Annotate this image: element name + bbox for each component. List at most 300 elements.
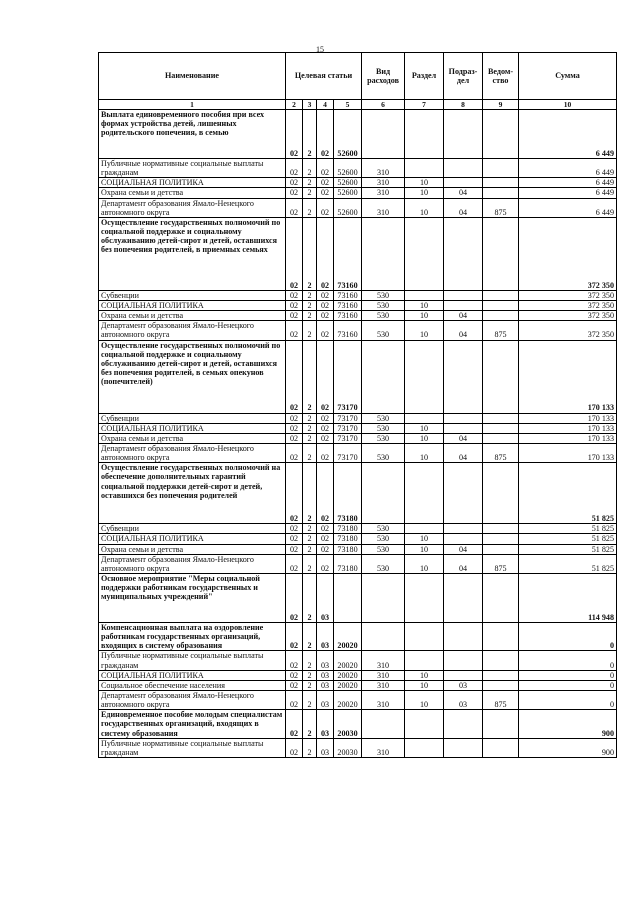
column-number: 4 [317, 100, 334, 110]
amount-value: 6 449 [519, 110, 617, 159]
column-number: 3 [303, 100, 317, 110]
code-program: 02 [286, 680, 303, 690]
subsection-value: 04 [444, 321, 483, 340]
subsection-value: 04 [444, 433, 483, 443]
amount-value: 51 825 [519, 524, 617, 534]
code-subprogram: 2 [303, 463, 317, 524]
code-program: 02 [286, 311, 303, 321]
code-subprogram: 2 [303, 198, 317, 217]
section-value [405, 463, 444, 524]
expense-type-value: 530 [362, 290, 405, 300]
code-direction: 73180 [334, 554, 362, 573]
code-direction: 73160 [334, 290, 362, 300]
subsection-value [444, 178, 483, 188]
column-number: 1 [99, 100, 286, 110]
department-value [483, 159, 519, 178]
expense-type-value: 310 [362, 178, 405, 188]
amount-value: 51 825 [519, 544, 617, 554]
code-program: 02 [286, 217, 303, 290]
row-name: Охрана семьи и детства [99, 311, 286, 321]
code-program: 02 [286, 321, 303, 340]
code-program: 02 [286, 413, 303, 423]
section-value [405, 622, 444, 650]
row-name: СОЦИАЛЬНАЯ ПОЛИТИКА [99, 670, 286, 680]
code-direction: 20020 [334, 690, 362, 709]
table-row [99, 423, 617, 433]
amount-value: 372 350 [519, 300, 617, 310]
subsection-value [444, 413, 483, 423]
expense-type-value: 530 [362, 433, 405, 443]
code-subprogram: 2 [303, 710, 317, 738]
code-subprogram: 2 [303, 738, 317, 757]
code-event: 02 [317, 443, 334, 462]
amount-value: 170 133 [519, 423, 617, 433]
code-subprogram: 2 [303, 680, 317, 690]
table-row [99, 738, 617, 757]
code-subprogram: 2 [303, 443, 317, 462]
section-value [405, 413, 444, 423]
amount-value: 0 [519, 670, 617, 680]
amount-value: 51 825 [519, 554, 617, 573]
subsection-value: 04 [444, 311, 483, 321]
expense-type-value [362, 573, 405, 622]
department-value [483, 217, 519, 290]
code-subprogram: 2 [303, 290, 317, 300]
amount-value: 900 [519, 738, 617, 757]
code-subprogram: 2 [303, 300, 317, 310]
department-value [483, 340, 519, 413]
code-subprogram: 2 [303, 110, 317, 159]
column-number: 2 [286, 100, 303, 110]
section-value: 10 [405, 198, 444, 217]
subsection-value [444, 110, 483, 159]
department-value [483, 738, 519, 757]
code-program: 02 [286, 463, 303, 524]
amount-value: 6 449 [519, 159, 617, 178]
code-event: 03 [317, 622, 334, 650]
subsection-value: 04 [444, 198, 483, 217]
subsection-value: 04 [444, 188, 483, 198]
expense-type-value: 310 [362, 159, 405, 178]
code-program: 02 [286, 534, 303, 544]
row-name: Департамент образования Ямало-Ненецкого автономного округа [99, 690, 286, 709]
code-event: 02 [317, 198, 334, 217]
row-name: Осуществление государственных полномочий на обеспечение дополнительных гарантий социальной поддержки детей-сирот и детей, оставшихся без попечения родителей [99, 463, 286, 524]
expense-type-value: 310 [362, 670, 405, 680]
code-program: 02 [286, 554, 303, 573]
code-program: 02 [286, 188, 303, 198]
column-number-row [99, 100, 617, 110]
code-direction: 73170 [334, 340, 362, 413]
department-value [483, 290, 519, 300]
section-value [405, 524, 444, 534]
header-row [99, 53, 617, 100]
amount-value: 372 350 [519, 217, 617, 290]
code-direction [334, 573, 362, 622]
subsection-value [444, 217, 483, 290]
section-value [405, 290, 444, 300]
row-name: Охрана семьи и детства [99, 433, 286, 443]
department-value [483, 311, 519, 321]
expense-type-value [362, 110, 405, 159]
table-row [99, 690, 617, 709]
department-value [483, 423, 519, 433]
department-value [483, 463, 519, 524]
section-value: 10 [405, 544, 444, 554]
subsection-value [444, 159, 483, 178]
code-event: 02 [317, 433, 334, 443]
department-value [483, 433, 519, 443]
row-name: СОЦИАЛЬНАЯ ПОЛИТИКА [99, 423, 286, 433]
code-subprogram: 2 [303, 690, 317, 709]
code-direction: 73180 [334, 544, 362, 554]
subsection-value [444, 738, 483, 757]
expense-type-value: 530 [362, 300, 405, 310]
code-program: 02 [286, 622, 303, 650]
budget-table [98, 52, 617, 758]
expense-type-value: 530 [362, 554, 405, 573]
code-program: 02 [286, 198, 303, 217]
row-name: Выплата единовременного пособия при всех формах устройства детей, лишенных родительского попечения, в семью [99, 110, 286, 159]
code-event: 02 [317, 463, 334, 524]
department-value [483, 300, 519, 310]
code-event: 02 [317, 534, 334, 544]
row-name: Публичные нормативные социальные выплаты гражданам [99, 651, 286, 670]
table-row [99, 178, 617, 188]
amount-value: 0 [519, 680, 617, 690]
expense-type-value: 530 [362, 534, 405, 544]
code-program: 02 [286, 651, 303, 670]
expense-type-value: 530 [362, 544, 405, 554]
table-row-heading [99, 622, 617, 650]
section-value: 10 [405, 680, 444, 690]
row-name: СОЦИАЛЬНАЯ ПОЛИТИКА [99, 534, 286, 544]
amount-value: 372 350 [519, 321, 617, 340]
page-number: 15 [316, 45, 324, 54]
table-row [99, 534, 617, 544]
table-row-heading [99, 573, 617, 622]
table-row-heading [99, 217, 617, 290]
amount-value: 372 350 [519, 290, 617, 300]
expense-type-value: 530 [362, 321, 405, 340]
code-subprogram: 2 [303, 534, 317, 544]
code-subprogram: 2 [303, 159, 317, 178]
row-name: Осуществление государственных полномочий по социальной поддержке и социальному обслуживанию детей-сирот и детей, оставшихся без попечения родителей, в приемных семьях [99, 217, 286, 290]
table-row-heading [99, 463, 617, 524]
section-value: 10 [405, 311, 444, 321]
expense-type-value: 310 [362, 188, 405, 198]
expense-type-value [362, 463, 405, 524]
subsection-value [444, 290, 483, 300]
header-name: Наименование [99, 53, 286, 100]
code-subprogram: 2 [303, 670, 317, 680]
row-name: Компенсационная выплата на оздоровление работникам государственных организаций, входящих в систему образования [99, 622, 286, 650]
department-value: 875 [483, 198, 519, 217]
code-program: 02 [286, 423, 303, 433]
column-number: 10 [519, 100, 617, 110]
table-row [99, 554, 617, 573]
expense-type-value: 310 [362, 690, 405, 709]
department-value: 875 [483, 554, 519, 573]
expense-type-value [362, 217, 405, 290]
code-program: 02 [286, 300, 303, 310]
section-value [405, 159, 444, 178]
code-event: 02 [317, 290, 334, 300]
code-subprogram: 2 [303, 340, 317, 413]
subsection-value [444, 423, 483, 433]
code-program: 02 [286, 159, 303, 178]
amount-value: 170 133 [519, 340, 617, 413]
department-value [483, 178, 519, 188]
amount-value: 0 [519, 651, 617, 670]
section-value [405, 710, 444, 738]
code-subprogram: 2 [303, 188, 317, 198]
expense-type-value [362, 622, 405, 650]
department-value [483, 622, 519, 650]
subsection-value [444, 573, 483, 622]
department-value [483, 544, 519, 554]
amount-value: 170 133 [519, 413, 617, 423]
code-direction: 73160 [334, 311, 362, 321]
code-subprogram: 2 [303, 413, 317, 423]
table-row [99, 311, 617, 321]
section-value: 10 [405, 554, 444, 573]
code-subprogram: 2 [303, 573, 317, 622]
department-value: 875 [483, 443, 519, 462]
table-row-heading [99, 340, 617, 413]
section-value: 10 [405, 300, 444, 310]
code-program: 02 [286, 573, 303, 622]
expense-type-value: 310 [362, 198, 405, 217]
code-subprogram: 2 [303, 554, 317, 573]
code-direction: 20020 [334, 670, 362, 680]
subsection-value: 04 [444, 554, 483, 573]
subsection-value [444, 463, 483, 524]
expense-type-value: 530 [362, 311, 405, 321]
row-name: Публичные нормативные социальные выплаты гражданам [99, 159, 286, 178]
table-row [99, 680, 617, 690]
code-event: 03 [317, 670, 334, 680]
row-name: Департамент образования Ямало-Ненецкого автономного округа [99, 443, 286, 462]
code-subprogram: 2 [303, 622, 317, 650]
code-direction: 73160 [334, 300, 362, 310]
code-event: 03 [317, 710, 334, 738]
row-name: Публичные нормативные социальные выплаты гражданам [99, 738, 286, 757]
department-value [483, 110, 519, 159]
code-event: 02 [317, 300, 334, 310]
table-row [99, 290, 617, 300]
expense-type-value: 310 [362, 680, 405, 690]
row-name: Субвенции [99, 413, 286, 423]
section-value: 10 [405, 188, 444, 198]
amount-value: 114 948 [519, 573, 617, 622]
code-event: 02 [317, 554, 334, 573]
subsection-value [444, 670, 483, 680]
section-value [405, 217, 444, 290]
code-event: 03 [317, 651, 334, 670]
code-program: 02 [286, 110, 303, 159]
table-row [99, 188, 617, 198]
code-direction: 52600 [334, 198, 362, 217]
section-value: 10 [405, 443, 444, 462]
code-direction: 52600 [334, 178, 362, 188]
code-program: 02 [286, 290, 303, 300]
code-direction: 73170 [334, 443, 362, 462]
subsection-value: 04 [444, 544, 483, 554]
row-name: Департамент образования Ямало-Ненецкого автономного округа [99, 321, 286, 340]
department-value [483, 524, 519, 534]
code-direction: 20020 [334, 622, 362, 650]
code-direction: 52600 [334, 159, 362, 178]
expense-type-value [362, 710, 405, 738]
code-event: 02 [317, 321, 334, 340]
code-event: 02 [317, 188, 334, 198]
row-name: Охрана семьи и детства [99, 544, 286, 554]
code-subprogram: 2 [303, 321, 317, 340]
code-subprogram: 2 [303, 311, 317, 321]
code-direction: 20030 [334, 738, 362, 757]
code-direction: 73180 [334, 524, 362, 534]
code-event: 02 [317, 340, 334, 413]
expense-type-value: 530 [362, 443, 405, 462]
row-name: Социальное обеспечение населения [99, 680, 286, 690]
amount-value: 51 825 [519, 463, 617, 524]
expense-type-value: 310 [362, 651, 405, 670]
department-value [483, 680, 519, 690]
amount-value: 0 [519, 622, 617, 650]
section-value: 10 [405, 321, 444, 340]
department-value [483, 413, 519, 423]
header-amount: Сумма [519, 53, 617, 100]
code-subprogram: 2 [303, 217, 317, 290]
table-row [99, 321, 617, 340]
code-event: 02 [317, 423, 334, 433]
code-event: 03 [317, 680, 334, 690]
department-value [483, 670, 519, 680]
column-number: 5 [334, 100, 362, 110]
department-value: 875 [483, 690, 519, 709]
subsection-value [444, 524, 483, 534]
code-event: 02 [317, 159, 334, 178]
code-program: 02 [286, 433, 303, 443]
section-value: 10 [405, 690, 444, 709]
row-name: Основное мероприятие "Меры социальной поддержки работникам государственных и муниципальных учреждений" [99, 573, 286, 622]
table-row-heading [99, 110, 617, 159]
code-subprogram: 2 [303, 178, 317, 188]
code-event: 02 [317, 178, 334, 188]
expense-type-value: 530 [362, 413, 405, 423]
code-direction: 73160 [334, 217, 362, 290]
header-department: Ведом-ство [483, 53, 519, 100]
code-program: 02 [286, 670, 303, 680]
code-program: 02 [286, 738, 303, 757]
code-direction: 52600 [334, 188, 362, 198]
section-value [405, 110, 444, 159]
amount-value: 170 133 [519, 433, 617, 443]
section-value: 10 [405, 534, 444, 544]
header-target-article: Целевая статьи [286, 53, 362, 100]
row-name: Единовременное пособие молодым специалистам государственных организаций, входящих в систему образования [99, 710, 286, 738]
table-row [99, 159, 617, 178]
table-row [99, 433, 617, 443]
code-direction: 73180 [334, 463, 362, 524]
section-value [405, 738, 444, 757]
section-value: 10 [405, 433, 444, 443]
table-row [99, 413, 617, 423]
table-row-heading [99, 710, 617, 738]
table-row [99, 670, 617, 680]
subsection-value: 04 [444, 443, 483, 462]
subsection-value [444, 340, 483, 413]
column-number: 6 [362, 100, 405, 110]
code-program: 02 [286, 690, 303, 709]
expense-type-value: 310 [362, 738, 405, 757]
expense-type-value: 530 [362, 524, 405, 534]
code-subprogram: 2 [303, 544, 317, 554]
department-value: 875 [483, 321, 519, 340]
department-value [483, 710, 519, 738]
table-row [99, 544, 617, 554]
subsection-value [444, 300, 483, 310]
section-value [405, 340, 444, 413]
department-value [483, 188, 519, 198]
table-row [99, 524, 617, 534]
subsection-value [444, 651, 483, 670]
code-event: 03 [317, 690, 334, 709]
code-event: 02 [317, 311, 334, 321]
header-expense-type: Вид расходов [362, 53, 405, 100]
column-number: 8 [444, 100, 483, 110]
row-name: Департамент образования Ямало-Ненецкого автономного округа [99, 554, 286, 573]
code-program: 02 [286, 544, 303, 554]
amount-value: 170 133 [519, 443, 617, 462]
table-row [99, 198, 617, 217]
department-value [483, 573, 519, 622]
subsection-value [444, 622, 483, 650]
code-subprogram: 2 [303, 524, 317, 534]
row-name: Охрана семьи и детства [99, 188, 286, 198]
code-direction: 73170 [334, 413, 362, 423]
section-value [405, 651, 444, 670]
header-subsection: Подраз-дел [444, 53, 483, 100]
row-name: Осуществление государственных полномочий по социальной поддержке и социальному обслуживанию детей-сирот и детей, оставшихся без попечения родителей, в семьях опекунов (попечителей) [99, 340, 286, 413]
column-number: 7 [405, 100, 444, 110]
department-value [483, 651, 519, 670]
subsection-value [444, 534, 483, 544]
code-event: 03 [317, 573, 334, 622]
row-name: Субвенции [99, 524, 286, 534]
table-row [99, 443, 617, 462]
amount-value: 6 449 [519, 198, 617, 217]
code-event: 02 [317, 110, 334, 159]
row-name: Субвенции [99, 290, 286, 300]
code-direction: 73180 [334, 534, 362, 544]
section-value: 10 [405, 670, 444, 680]
table-body [99, 110, 617, 758]
code-subprogram: 2 [303, 433, 317, 443]
code-direction: 52600 [334, 110, 362, 159]
table-row [99, 651, 617, 670]
expense-type-value: 530 [362, 423, 405, 433]
section-value: 10 [405, 178, 444, 188]
code-subprogram: 2 [303, 423, 317, 433]
code-event: 03 [317, 738, 334, 757]
code-direction: 20020 [334, 651, 362, 670]
section-value [405, 573, 444, 622]
code-direction: 73170 [334, 423, 362, 433]
row-name: Департамент образования Ямало-Ненецкого автономного округа [99, 198, 286, 217]
expense-type-value [362, 340, 405, 413]
